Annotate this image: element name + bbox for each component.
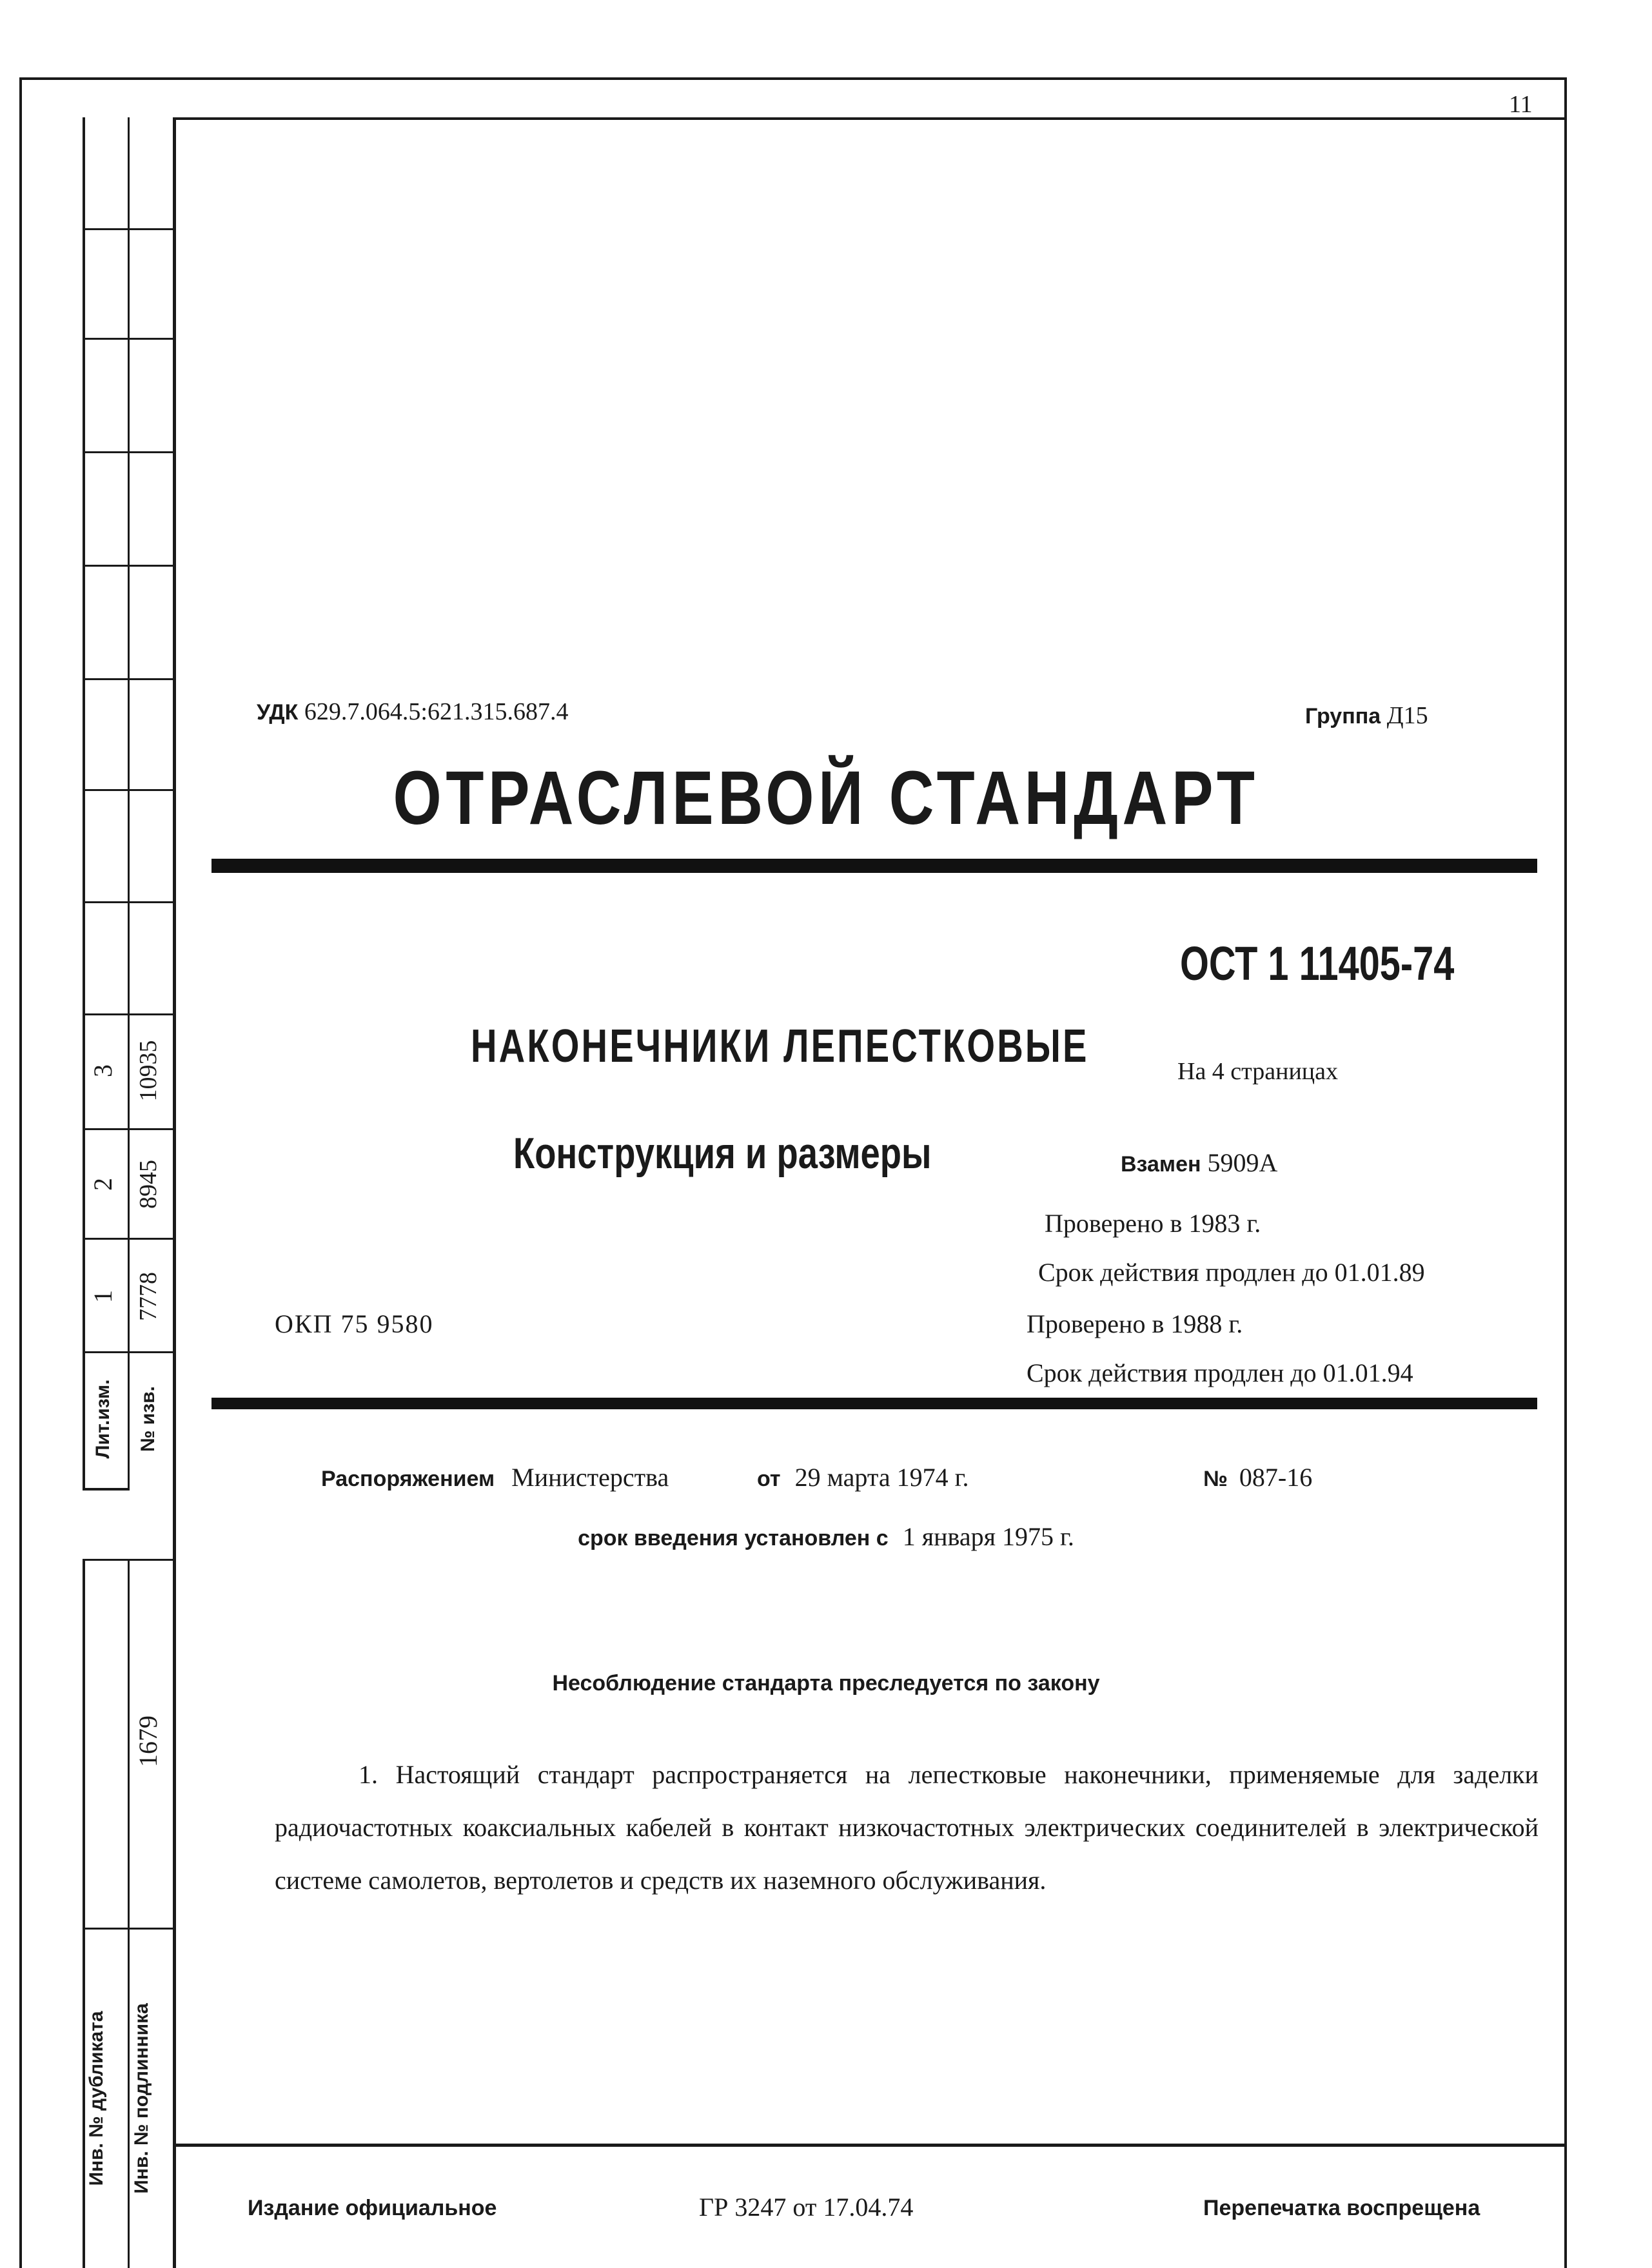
stamp-divider [128,117,130,1491]
order-label-line [321,1462,669,1492]
stamp-lit-3: 3 [88,1064,117,1077]
standard-number: ОСТ 1 11405-74 [1180,937,1455,990]
udk-label: УДК [257,700,299,725]
stamp-izv-3: 10935 [135,1040,162,1102]
intro-label: срок введения установлен с [578,1526,889,1550]
stamp-row-line [83,1238,174,1240]
product-title: НАКОНЕЧНИКИ ЛЕПЕСТКОВЫЕ [471,1021,1089,1072]
stamp-row-line [83,565,174,567]
extended-89: Срок действия продлен до 01.01.89 [1038,1258,1425,1287]
stamp-row-line [83,1928,174,1930]
stamp-row-line [83,678,174,680]
group-value: Д15 [1386,702,1428,729]
stamp-row-line [83,228,174,230]
order-number-line [1203,1462,1312,1492]
order-date: 29 марта 1974 г. [794,1463,969,1492]
order-ministry: Министерства [511,1463,669,1492]
stamp-row-line [83,338,174,340]
subtitle: Конструкция и размеры [513,1129,932,1178]
top-thick-rule [211,859,1537,873]
footer-separator [173,2144,1567,2147]
group-label: Группа [1305,704,1381,728]
stamp-lit-1: 1 [88,1290,117,1303]
paragraph-1: 1. Настоящий стандарт распространяется на лепестковые наконечники, применяемые для заделки радиочастотных коаксиальных кабелей в контакт низкочастотных электрических соединителей в электрической системе самолетов, вертолетов и средств их наземного обслуживания. [275,1760,1539,1895]
main-title: ОТРАСЛЕВОЙ СТАНДАРТ [393,756,1259,841]
udk-line [257,698,568,726]
checked-1988: Проверено в 1988 г. [1027,1309,1243,1338]
frame-inner-top-border [173,117,1564,120]
footer-official-edition: Издание официальное [248,2196,497,2220]
stamp-left-border [83,117,85,1491]
bottom-thick-rule [211,1398,1537,1409]
stamp-izv-2: 8945 [135,1160,162,1209]
replaces-line [1121,1148,1277,1178]
group-line [1305,701,1428,730]
legal-notice: Несоблюдение стандарта преследуется по закону [552,1671,1100,1696]
stamp-row-line [83,451,174,453]
stamp-orig-label: Инв. № подлинника [131,2003,152,2194]
stamp-izv-1: 7778 [135,1272,162,1321]
order-date-line [757,1462,969,1492]
stamp-row-line [83,1013,174,1015]
stamp-dup-label: Инв. № дубликата [86,2011,107,2186]
stamp-row-line [83,901,174,903]
footer-reprint-forbidden: Перепечатка воспрещена [1203,2196,1480,2220]
pages-count: На 4 страницах [1177,1058,1338,1085]
frame-inner-left-border [173,119,176,2268]
order-date-label: от [757,1467,781,1491]
order-label: Распоряжением [321,1467,495,1491]
footer-registration: ГР 3247 от 17.04.74 [699,2193,914,2222]
stamp-row-line [83,1351,174,1353]
okp-code: ОКП 75 9580 [275,1309,434,1338]
stamp-row-line [83,1488,128,1491]
stamp-lit-label: Лит.изм. [92,1379,113,1459]
stamp-orig-value: 1679 [133,1716,162,1767]
intro-date: 1 января 1975 г. [902,1522,1074,1551]
replaces-label: Взамен [1121,1152,1201,1177]
page-number: 11 [1509,91,1533,118]
udk-value: 629.7.064.5:621.315.687.4 [304,698,569,725]
intro-date-line [0,1521,1652,1552]
stamp-lit-2: 2 [88,1178,117,1191]
order-number-label: № [1203,1467,1228,1491]
body-text [275,1748,1539,1907]
stamp-izv-label: № изв. [137,1386,159,1452]
checked-1983: Проверено в 1983 г. [1045,1209,1261,1238]
order-number: 087-16 [1239,1463,1313,1492]
replaces-value: 5909А [1207,1148,1278,1177]
extended-94: Срок действия продлен до 01.01.94 [1027,1358,1413,1387]
stamp-row-line [83,1128,174,1130]
